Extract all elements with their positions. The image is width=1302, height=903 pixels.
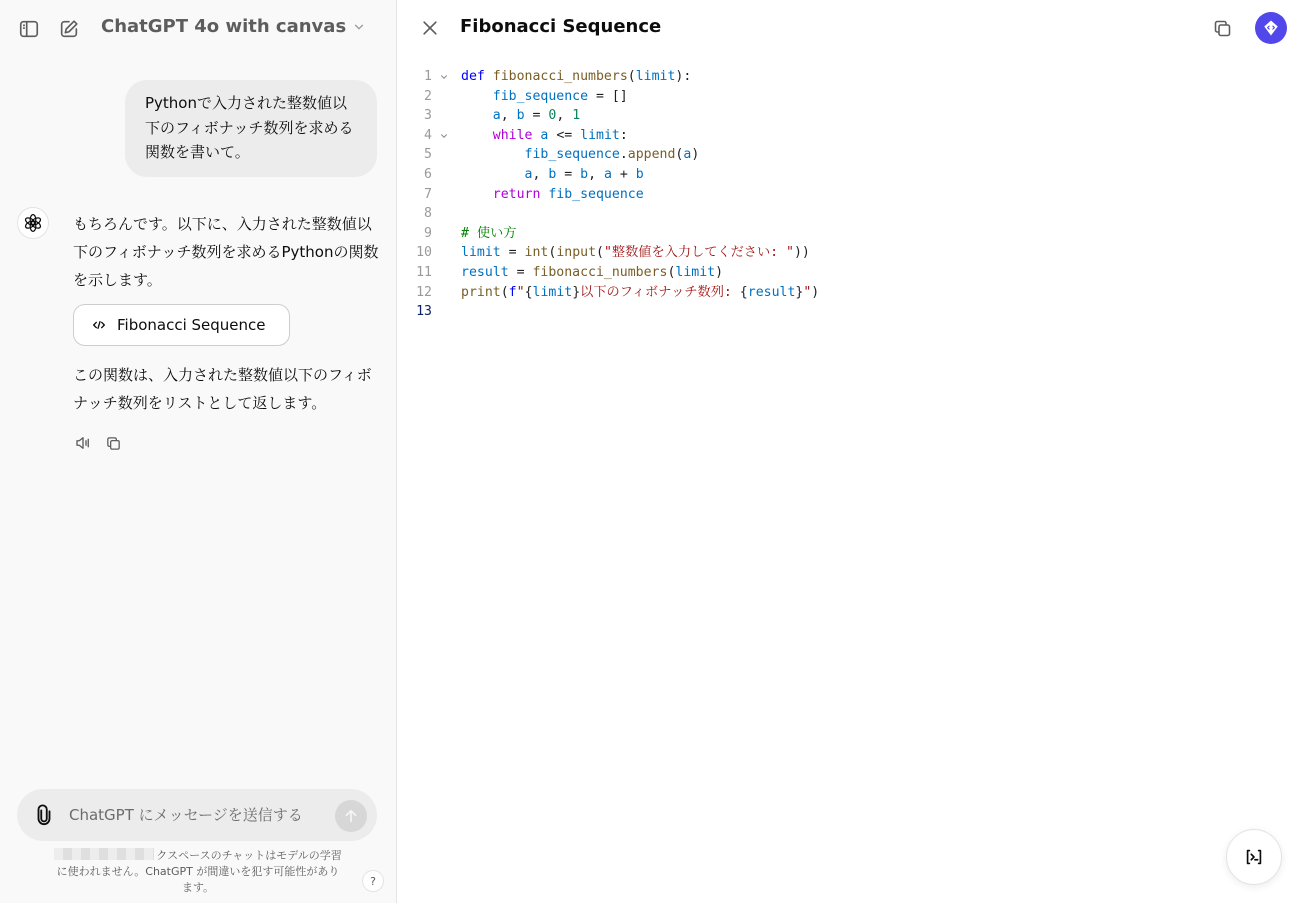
code-line[interactable] <box>398 302 1302 322</box>
code-text <box>461 185 644 205</box>
code-token: ) <box>811 284 820 300</box>
code-line[interactable] <box>398 185 1302 205</box>
message-actions <box>73 432 123 454</box>
code-token: limit <box>461 245 501 261</box>
code-text <box>461 224 516 244</box>
code-token: , <box>500 108 517 124</box>
code-token: # 使い方 <box>461 225 517 241</box>
code-token: <= <box>548 127 581 143</box>
code-token: = <box>500 245 525 261</box>
code-token: , <box>556 108 573 124</box>
code-token: input <box>556 245 597 261</box>
line-number: 8 <box>424 206 432 222</box>
fold-chevron-icon[interactable] <box>438 67 450 87</box>
line-number: 9 <box>424 225 432 241</box>
code-token <box>485 69 493 84</box>
code-token: + <box>611 166 636 182</box>
openai-logo-icon <box>17 207 49 239</box>
terminal-icon[interactable] <box>1226 829 1282 885</box>
disclaimer-text: クスペースのチャットはモデルの学習に使われません。ChatGPT が間違いを犯す可能性があります。 <box>56 849 342 894</box>
code-line[interactable] <box>398 87 1302 107</box>
code-token: fibonacci_numbers <box>492 69 628 84</box>
code-token: b <box>516 108 525 124</box>
code-token: b <box>635 166 644 182</box>
code-token: f <box>508 284 517 300</box>
code-token: { <box>524 284 533 300</box>
code-line[interactable] <box>398 283 1302 303</box>
assistant-intro: もちろんです。以下に、入力された整数値以下のフィボナッチ数列を求めるPythonの関数を示します。 <box>73 215 379 289</box>
code-token: 以下のフィボナッチ数列: <box>580 284 740 300</box>
code-line[interactable] <box>398 204 1302 224</box>
assistant-message <box>73 210 379 417</box>
code-token: 0 <box>548 108 557 124</box>
code-token: " <box>803 284 812 300</box>
canvas-chip-label: Fibonacci Sequence <box>117 316 266 334</box>
code-token: ( <box>596 245 604 261</box>
code-token <box>461 147 525 162</box>
code-editor[interactable] <box>398 67 1302 322</box>
code-token: "整数値を入力してください: " <box>603 245 794 261</box>
line-number: 5 <box>424 147 432 163</box>
code-text <box>461 87 628 107</box>
line-number: 6 <box>424 166 432 182</box>
code-text <box>461 106 580 126</box>
code-review-icon[interactable] <box>1255 12 1287 44</box>
code-token: ): <box>675 69 692 84</box>
code-token: = <box>556 166 581 182</box>
disclaimer <box>52 848 344 896</box>
code-token: a <box>540 127 549 143</box>
chat-topbar <box>0 0 397 56</box>
code-line[interactable] <box>398 263 1302 283</box>
code-text <box>461 145 699 165</box>
code-token <box>461 167 525 182</box>
code-token: append <box>627 147 676 163</box>
code-token: 1 <box>572 108 581 124</box>
canvas-pane <box>398 0 1302 903</box>
code-token: b <box>580 166 589 182</box>
code-token: = [] <box>588 88 628 104</box>
line-number: 2 <box>424 88 432 104</box>
code-token: limit <box>675 264 716 280</box>
code-token: = <box>508 264 533 280</box>
code-token: limit <box>580 127 620 143</box>
line-number: 12 <box>416 284 432 300</box>
code-text <box>461 67 691 87</box>
message-composer <box>17 789 377 841</box>
line-number: 13 <box>416 304 432 320</box>
code-token: , <box>588 166 604 182</box>
redacted-text <box>54 848 154 860</box>
code-token: = <box>524 108 549 124</box>
code-token: fib_sequence <box>524 147 620 163</box>
line-number: 11 <box>416 264 432 280</box>
code-token: result <box>461 264 509 280</box>
paperclip-icon[interactable] <box>31 802 57 828</box>
code-text <box>461 165 644 185</box>
line-number: 10 <box>416 245 432 261</box>
code-text <box>461 126 628 146</box>
code-token: , <box>532 166 549 182</box>
code-token <box>461 89 493 104</box>
code-token: ( <box>627 69 636 84</box>
user-message: Pythonで入力された整数値以下のフィボナッチ数列を求める関数を書いて。 <box>125 80 377 177</box>
code-token: limit <box>635 69 676 84</box>
message-input[interactable] <box>69 802 319 828</box>
code-token: ( <box>500 284 509 300</box>
model-selector[interactable] <box>101 16 366 37</box>
line-number: 1 <box>424 69 432 84</box>
code-token: ( <box>675 147 684 163</box>
code-token: ( <box>548 245 557 261</box>
code-line[interactable] <box>398 145 1302 165</box>
line-number: 7 <box>424 186 432 202</box>
code-token <box>461 128 493 143</box>
canvas-chip-button[interactable] <box>73 304 290 346</box>
code-icon <box>91 317 107 333</box>
code-token: while <box>492 127 533 143</box>
code-token: fib_sequence <box>548 186 644 202</box>
sidebar-toggle-icon[interactable] <box>14 14 44 44</box>
code-line[interactable] <box>398 67 1302 87</box>
code-token: : <box>619 127 628 143</box>
code-token <box>461 108 493 123</box>
code-token: print <box>461 284 501 300</box>
code-token: limit <box>532 284 573 300</box>
code-line[interactable] <box>398 224 1302 244</box>
model-name: ChatGPT 4o with canvas <box>101 16 347 37</box>
code-token: } <box>795 284 804 300</box>
code-token: b <box>548 166 557 182</box>
code-token: ) <box>715 264 724 280</box>
line-number: 3 <box>424 108 432 124</box>
new-chat-icon[interactable] <box>54 14 84 44</box>
help-button[interactable]: ? <box>362 870 384 892</box>
code-token: result <box>747 284 796 300</box>
line-number: 4 <box>424 127 432 143</box>
code-token: a <box>492 108 501 124</box>
code-token: return <box>492 186 541 202</box>
code-token: def <box>461 69 485 84</box>
code-token: " <box>516 284 525 300</box>
fold-chevron-icon[interactable] <box>438 126 450 146</box>
code-token: } <box>572 284 581 300</box>
code-line[interactable] <box>398 106 1302 126</box>
code-text <box>461 263 723 283</box>
code-token: fibonacci_numbers <box>532 264 668 280</box>
code-token <box>461 187 493 202</box>
arrow-up-icon[interactable] <box>335 800 367 832</box>
code-text <box>461 283 819 303</box>
chevron-down-icon <box>352 20 366 34</box>
code-line[interactable] <box>398 243 1302 263</box>
code-line[interactable] <box>398 126 1302 146</box>
code-token: a <box>683 147 692 163</box>
close-icon[interactable] <box>418 16 442 40</box>
copy-icon[interactable] <box>1210 16 1234 40</box>
code-token: int <box>524 245 549 261</box>
code-token: ) <box>691 147 700 163</box>
code-token: { <box>739 284 748 300</box>
canvas-title: Fibonacci Sequence <box>460 16 662 37</box>
code-line[interactable] <box>398 165 1302 185</box>
code-token: . <box>619 147 628 163</box>
code-token: )) <box>793 245 810 261</box>
copy-icon[interactable] <box>103 432 123 454</box>
code-token: a <box>524 166 533 182</box>
code-text <box>461 243 810 263</box>
code-token: a <box>604 166 612 182</box>
code-token: fib_sequence <box>492 88 589 104</box>
chat-pane <box>0 0 397 903</box>
code-token: ( <box>667 264 676 280</box>
speaker-icon[interactable] <box>73 432 93 454</box>
assistant-outro: この関数は、入力された整数値以下のフィボナッチ数列をリストとして返します。 <box>73 366 372 412</box>
